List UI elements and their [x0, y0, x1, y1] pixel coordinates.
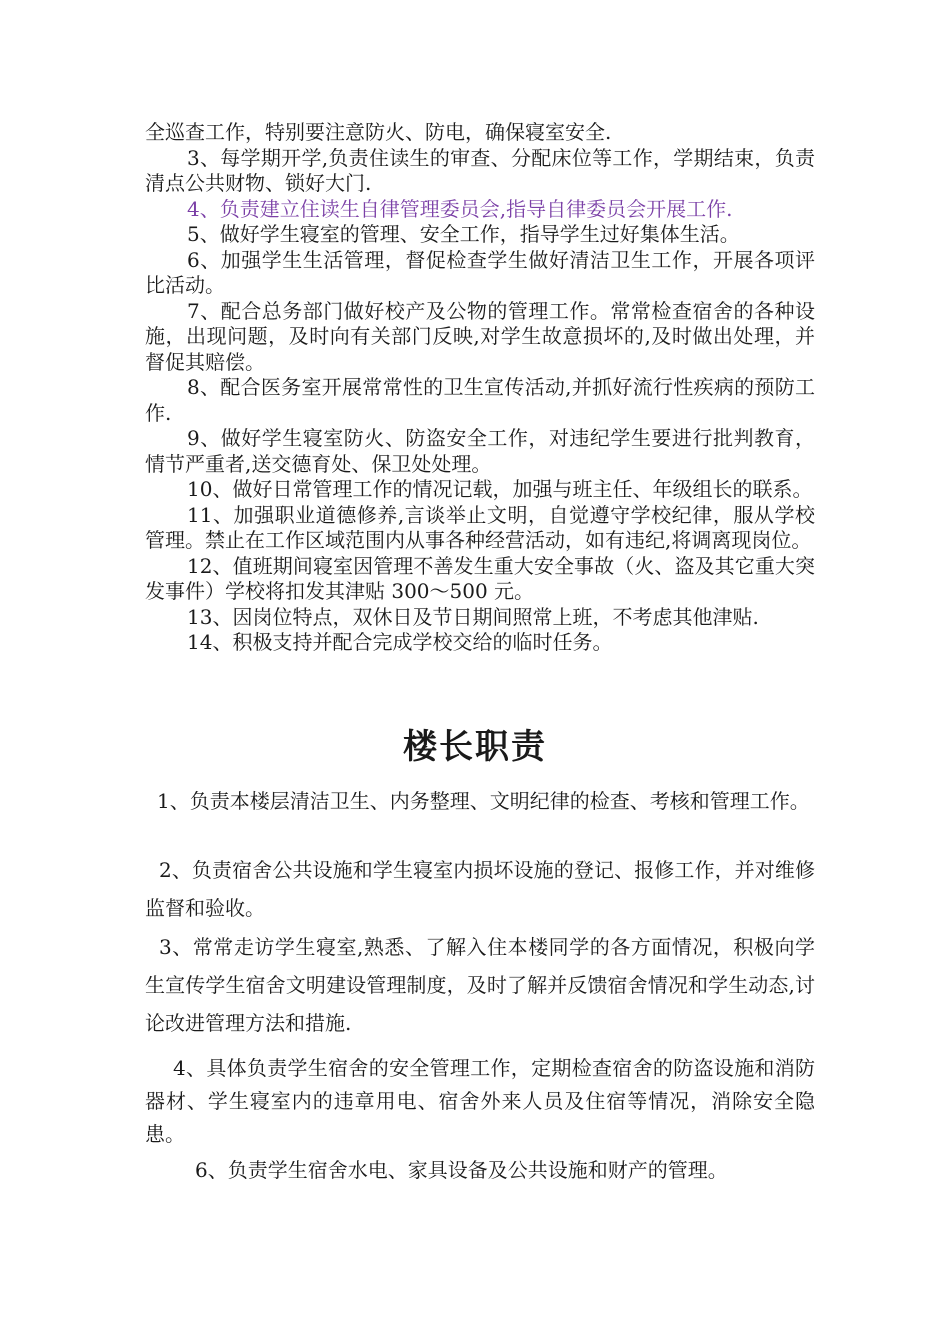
floor-leader-duty-item: 3、常常走访学生寝室,熟悉、了解入住本楼同学的各方面情况，积极向学生宣传学生宿舍文明建设管理制度，及时了解并反馈宿舍情况和学生动态,讨论改进管理方法和措施.: [145, 935, 815, 1035]
duty-paragraph-highlighted: 4、负责建立住读生自律管理委员会,指导自律委员会开展工作.: [187, 196, 733, 221]
duty-paragraph: 13、因岗位特点，双休日及节日期间照常上班，不考虑其他津贴.: [187, 604, 759, 629]
duty-paragraph: 6、加强学生生活管理，督促检查学生做好清洁卫生工作，开展各项评比活动。: [145, 247, 815, 297]
duty-paragraph: 全巡查工作，特别要注意防火、防电，确保寝室安全.: [145, 120, 612, 144]
floor-leader-duty-item: 6、负责学生宿舍水电、家具设备及公共设施和财产的管理。: [195, 1158, 728, 1182]
duty-paragraph: 3、每学期开学,负责住读生的审查、分配床位等工作，学期结束，负责清点公共财物、锁好大门.: [145, 145, 815, 195]
duty-paragraph: 12、值班期间寝室因管理不善发生重大安全事故（火、盗及其它重大突发事件）学校将扣发其津贴 300～500 元。: [145, 553, 815, 603]
dorm-manager-duties-continued: [145, 120, 815, 656]
floor-leader-duty-item: 1、负责本楼层清洁卫生、内务整理、文明纪律的检查、考核和管理工作。: [157, 789, 810, 813]
duty-paragraph: 10、做好日常管理工作的情况记载，加强与班主任、年级组长的联系。: [187, 477, 813, 501]
floor-leader-duty-item: 2、负责宿舍公共设施和学生寝室内损坏设施的登记、报修工作，并对维修监督和验收。: [145, 858, 815, 920]
duty-paragraph: 11、加强职业道德修养,言谈举止文明，自觉遵守学校纪律，服从学校管理。禁止在工作区域范围内从事各种经营活动，如有违纪,将调离现岗位。: [145, 502, 815, 552]
duty-paragraph: 5、做好学生寝室的管理、安全工作，指导学生过好集体生活。: [187, 222, 740, 246]
duty-paragraph: 9、做好学生寝室防火、防盗安全工作，对违纪学生要进行批判教育，情节严重者,送交德育处、保卫处处理。: [145, 426, 815, 476]
section-title: 楼长职责: [403, 727, 547, 767]
duty-paragraph: 7、配合总务部门做好校产及公物的管理工作。常常检查宿舍的各种设施，出现问题，及时向有关部门反映,对学生故意损坏的,及时做出处理，并督促其赔偿。: [145, 298, 815, 374]
duty-paragraph: 8、配合医务室开展常常性的卫生宣传活动,并抓好流行性疾病的预防工作.: [145, 375, 815, 425]
duty-paragraph: 14、积极支持并配合完成学校交给的临时任务。: [187, 630, 613, 654]
floor-leader-duty-item: 4、具体负责学生宿舍的安全管理工作，定期检查宿舍的防盗设施和消防器材、学生寝室内的违章用电、宿舍外来人员及住宿等情况，消除安全隐患。: [145, 1056, 815, 1146]
